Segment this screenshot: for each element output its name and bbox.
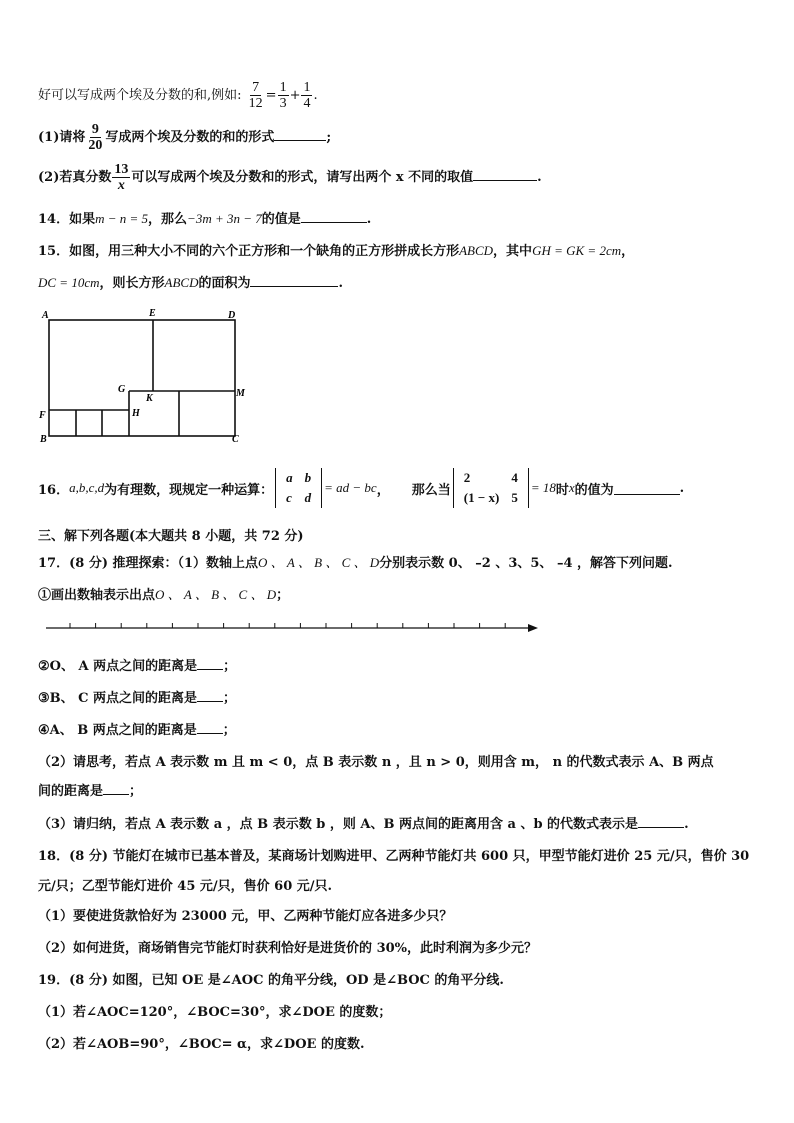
question-14: 14．如果m − n = 5，那么−3m + 3n − 7的值是 . (38, 211, 372, 227)
fraction-1-3: $\frac{1}{3}$ (279, 80, 287, 111)
label-d: D (228, 310, 236, 321)
section-3-heading: 三、解下列各题(本大题共 8 小题，共 72 分) (38, 529, 304, 544)
question-17-line2: ①画出数轴表示出点O 、 A 、 B 、 C 、 D； (38, 587, 290, 603)
question-18-part1: （1）要使进货款恰好为 23000 元，甲、乙两种节能灯应各进多少只？ (38, 909, 453, 924)
arrow-right-icon (528, 624, 538, 632)
answer-blank[interactable] (473, 167, 537, 181)
question-19-part1: （1）若∠AOC=120°，∠BOC=30°，求∠DOE 的度数； (38, 1005, 392, 1020)
question-17-part3: （3）请归纳，若点 A 表示数 a ，点 B 表示数 b ，则 A、B 两点间的距离用含 a 、b 的代数式表示是 . (38, 813, 689, 832)
label-g: G (118, 384, 126, 395)
answer-blank[interactable] (197, 656, 223, 670)
label-k: K (146, 393, 153, 404)
question-15-line1: 15．如图，用三种大小不同的六个正方形和一个缺角的正方形拼成长方形ABCD，其中GH = GK = 2cm， (38, 243, 635, 259)
question-17-item2: ②O、 A 两点之间的距离是 ； (38, 655, 236, 674)
question-19-part2: （2）若∠AOB=90°，∠BOC= α，求∠DOE 的度数. (38, 1037, 365, 1052)
question-17-part2-line2: 间的距离是 ； (38, 780, 142, 799)
fraction-1-4: $\frac{1}{4}$ (303, 80, 311, 111)
determinant-abcd: a b c d (275, 468, 322, 508)
answer-blank[interactable] (197, 720, 223, 734)
label-b: B (40, 434, 47, 445)
answer-blank[interactable] (638, 814, 684, 828)
label-h: H (132, 408, 140, 419)
fraction-7-12: $\frac{7}{12}$ (248, 80, 263, 111)
answer-blank[interactable] (274, 127, 326, 141)
question-18-line2: 元/只；乙型节能灯进价 45 元/只，售价 60 元/只. (38, 879, 333, 894)
answer-blank[interactable] (250, 273, 338, 287)
rectangle-abcd (49, 320, 235, 436)
question-18-line1: 18．(8 分) 节能灯在城市已基本普及，某商场计划购进甲、乙两种节能灯共 600 只，甲型节能灯进价 25 元/只，售价 30 (38, 849, 750, 864)
question-18-part2: （2）如何进货，商场销售完节能灯时获利恰好是进货价的 30%，此时利润为多少元？ (38, 941, 538, 956)
label-a: A (42, 310, 49, 321)
question-15-line2: DC = 10cm，则长方形ABCD的面积为 . (38, 275, 344, 291)
question-17-item4: ④A、 B 两点之间的距离是 ； (38, 719, 236, 738)
answer-blank[interactable] (301, 209, 367, 223)
question-17-part2-line1: （2）请思考，若点 A 表示数 m 且 m < 0，点 B 表示数 n ，且 n > 0，则用含 m， n 的代数式表示 A、B 两点 (38, 755, 714, 770)
number-line (44, 618, 540, 638)
label-c: C (232, 434, 239, 445)
label-e: E (149, 308, 156, 319)
q13-part2: (2)若真分数 $\frac{13}{x}$ 可以写成两个埃及分数和的形式，请写出两个 x 不同的取值 . (38, 162, 542, 193)
determinant-values: 2 4 (1 − x) 5 (453, 468, 529, 508)
label-m: M (236, 388, 245, 399)
answer-blank[interactable] (197, 688, 223, 702)
q13-example-line: 好可以写成两个埃及分数的和,例如: $\frac{7}{12}$ = $\frac{1}{3}$ + $\frac{1}{4}$ . (38, 80, 318, 111)
question-19-line1: 19．(8 分) 如图，已知 OE 是∠AOC 的角平分线，OD 是∠BOC 的角平分线. (38, 973, 504, 988)
question-16: 16． a,b,c,d 为有理数，现规定一种运算： a b c d = ad − bc ， 那么当 2 4 (1 − x) 5 = 18 时 x 的值为 . (38, 468, 684, 508)
label-f: F (39, 410, 46, 421)
rectangle-figure (36, 306, 252, 446)
answer-blank[interactable] (103, 781, 129, 795)
question-17-line1: 17．(8 分) 推理探索：（1）数轴上点O 、 A 、 B 、 C 、 D分别表示数 0、 –2 、3、5、 –4 ，解答下列问题. (38, 555, 673, 571)
fraction-9-20: $\frac{9}{20}$ (88, 122, 103, 153)
question-17-item3: ③B、 C 两点之间的距离是 ； (38, 687, 236, 706)
q13-part1: (1)请将 $\frac{9}{20}$ 写成两个埃及分数的和的形式 ; (38, 122, 332, 153)
answer-blank[interactable] (614, 481, 680, 495)
fraction-13-x: $\frac{13}{x}$ (114, 162, 129, 193)
